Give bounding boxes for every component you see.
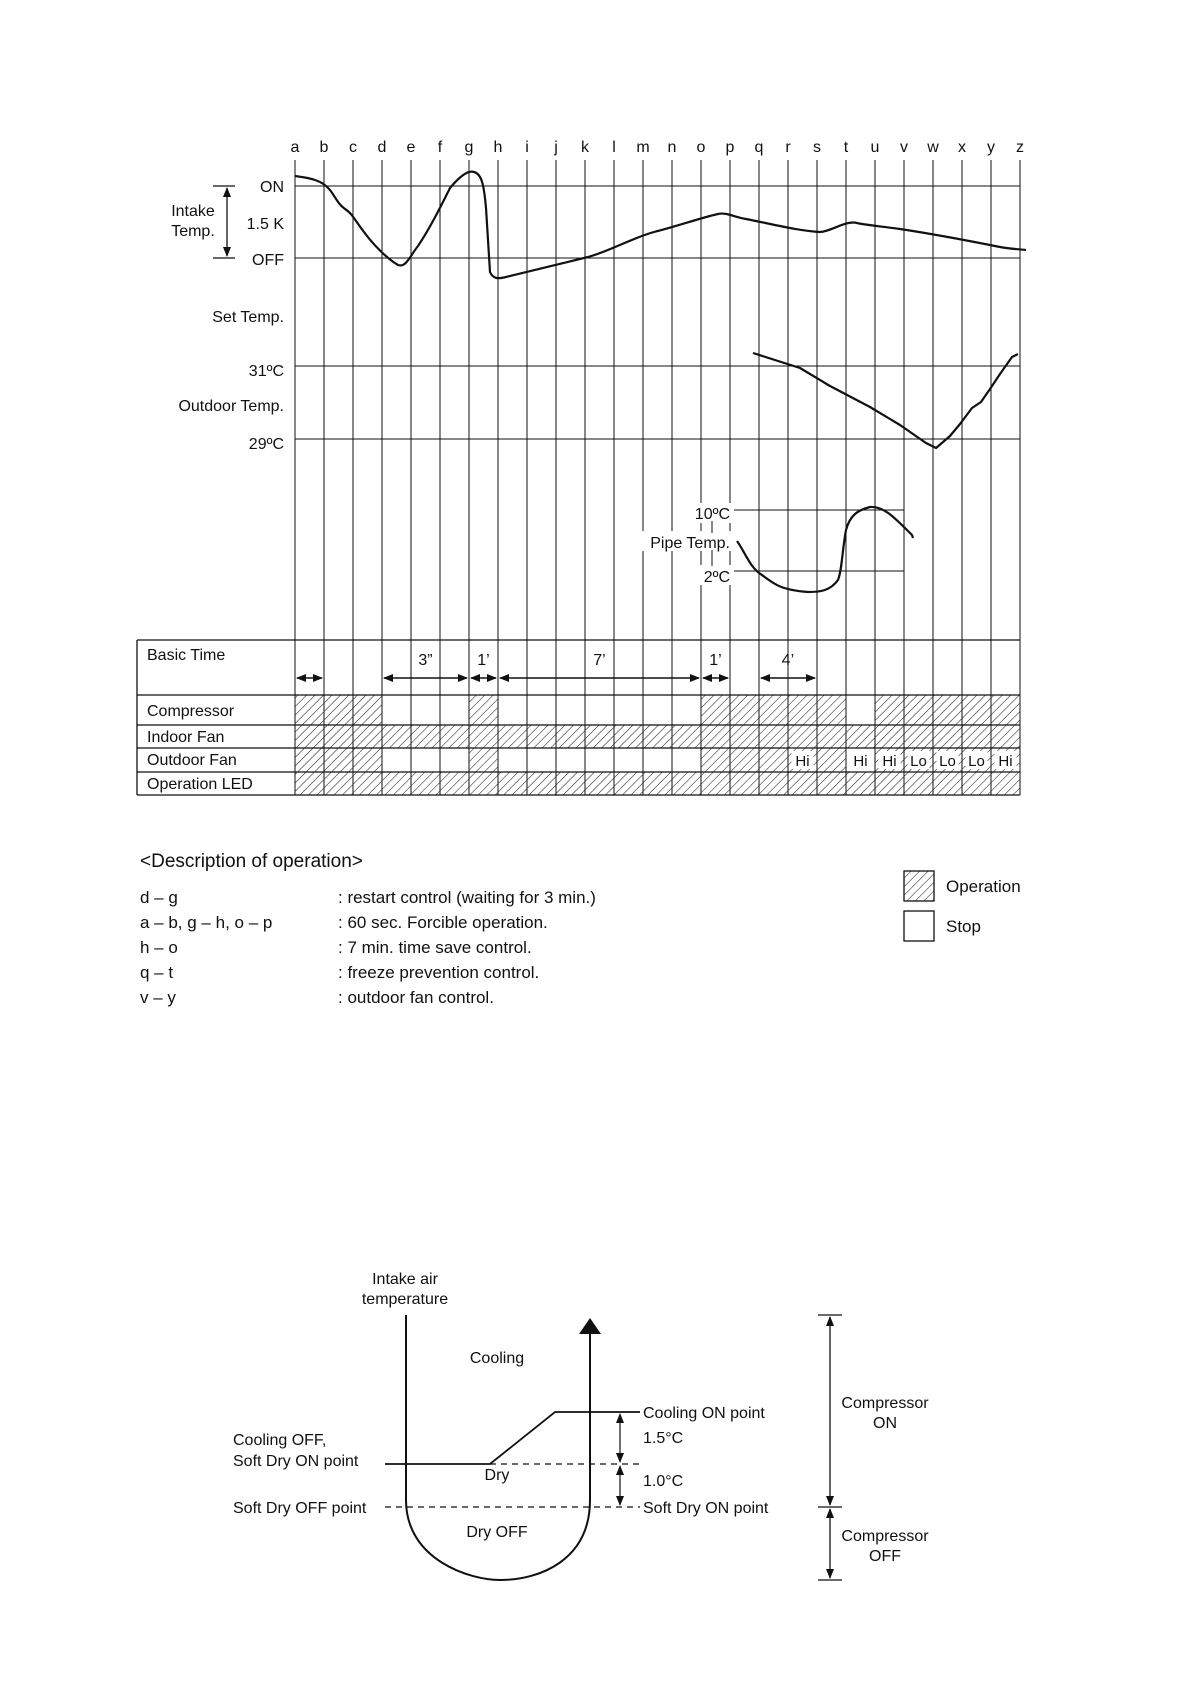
soft-dry-off-point-label: Soft Dry OFF point [233, 1500, 367, 1517]
operation-led-cell-t [846, 772, 875, 795]
indoor-fan-cell-i [527, 725, 556, 748]
column-letter-n: n [667, 139, 677, 156]
soft-dry-diagram [233, 1271, 929, 1580]
pipe-temp-curve [737, 507, 913, 592]
column-letter-e: e [406, 139, 416, 156]
column-letter-k: k [581, 139, 589, 156]
legend-operation-swatch [904, 871, 934, 901]
description-range: h – o [140, 938, 178, 957]
outdoor-fan-cell-b [324, 748, 353, 772]
pipe-temp-upper: 10ºC [694, 506, 730, 523]
operation-led-cell-p [730, 772, 759, 795]
row-label-basic-time: Basic Time [147, 647, 226, 664]
indoor-fan-cell-e [411, 725, 440, 748]
legend-stop-swatch [904, 911, 934, 941]
indoor-fan-cell-h [498, 725, 527, 748]
cooling-off-label-1: Cooling OFF, [233, 1432, 327, 1449]
indoor-fan-cell-v [904, 725, 933, 748]
operation-led-cell-l [614, 772, 643, 795]
description-text: : outdoor fan control. [338, 988, 494, 1007]
intake-on-label: ON [260, 179, 284, 196]
row-label-operation-led: Operation LED [147, 776, 253, 793]
column-letter-i: i [525, 139, 529, 156]
pipe-temp-lower: 2ºC [703, 569, 730, 586]
compressor-cell-p [730, 695, 759, 725]
operation-led-cell-a [295, 772, 324, 795]
indoor-fan-cell-u [875, 725, 904, 748]
cooling-off-label-2: Soft Dry ON point [233, 1453, 359, 1470]
indoor-fan-cell-p [730, 725, 759, 748]
compressor-cell-r [788, 695, 817, 725]
description-range: v – y [140, 988, 176, 1007]
set-temp-label: Set Temp. [212, 309, 284, 326]
dry-axis-label-2: temperature [361, 1291, 449, 1308]
operation-led-cell-j [556, 772, 585, 795]
compressor-off-label-1: Compressor [841, 1528, 929, 1545]
description-range: a – b, g – h, o – p [140, 913, 273, 932]
indoor-fan-cell-d [382, 725, 411, 748]
intake-temp-differential [171, 179, 284, 269]
outdoor-fan-speed-label: Lo [910, 753, 927, 770]
legend-stop-label: Stop [946, 917, 981, 936]
operation-led-cell-h [498, 772, 527, 795]
description-of-operation [140, 851, 596, 1007]
cooling-dry-control-line [385, 1412, 640, 1464]
outdoor-fan-cell-q [759, 748, 788, 772]
outdoor-fan-cell-c [353, 748, 382, 772]
indoor-fan-cell-f [440, 725, 469, 748]
column-letter-o: o [696, 139, 706, 156]
compressor-cell-q [759, 695, 788, 725]
outdoor-temp-upper: 31ºC [248, 363, 284, 380]
operation-led-cell-u [875, 772, 904, 795]
outdoor-temp-lower: 29ºC [248, 436, 284, 453]
column-letter-d: d [377, 139, 387, 156]
temperature-curves [295, 172, 1026, 592]
intake-off-label: OFF [252, 252, 284, 269]
description-text: : 60 sec. Forcible operation. [338, 913, 548, 932]
outdoor-temp-label: Outdoor Temp. [178, 398, 284, 415]
column-letter-h: h [493, 139, 503, 156]
basic-time-label: 1’ [709, 652, 722, 669]
column-letter-a: a [290, 139, 300, 156]
operation-led-cell-y [991, 772, 1020, 795]
compressor-cell-x [962, 695, 991, 725]
diff-lower-label: 1.0°C [643, 1473, 684, 1490]
intake-temp-label-1: Intake [171, 203, 215, 220]
compressor-cell-w [933, 695, 962, 725]
outdoor-fan-cell-a [295, 748, 324, 772]
operation-led-cell-v [904, 772, 933, 795]
outdoor-fan-speed-label: Lo [968, 753, 985, 770]
basic-time-label: 3” [418, 652, 433, 669]
indoor-fan-cell-o [701, 725, 730, 748]
operation-led-cell-n [672, 772, 701, 795]
timing-chart [137, 139, 1026, 795]
column-letter-w: w [927, 139, 939, 156]
column-letter-u: u [870, 139, 880, 156]
dry-axis-label-1: Intake air [372, 1271, 438, 1288]
column-letter-z: z [1016, 139, 1024, 156]
outdoor-fan-speed-label: Lo [939, 753, 956, 770]
column-letter-v: v [900, 139, 908, 156]
compressor-cell-c [353, 695, 382, 725]
compressor-cell-v [904, 695, 933, 725]
indoor-fan-cell-j [556, 725, 585, 748]
compressor-cell-s [817, 695, 846, 725]
indoor-fan-cell-t [846, 725, 875, 748]
operation-led-cell-i [527, 772, 556, 795]
column-letter-s: s [813, 139, 821, 156]
column-letter-b: b [319, 139, 329, 156]
indoor-fan-cell-s [817, 725, 846, 748]
operation-led-cell-x [962, 772, 991, 795]
description-range: d – g [140, 888, 178, 907]
indoor-fan-cell-x [962, 725, 991, 748]
column-letter-r: r [785, 139, 791, 156]
indoor-fan-cell-r [788, 725, 817, 748]
indoor-fan-cell-m [643, 725, 672, 748]
outdoor-temp-curve [753, 353, 1018, 448]
column-letter-m: m [636, 139, 650, 156]
operation-led-cell-f [440, 772, 469, 795]
pipe-temp-label: Pipe Temp. [650, 535, 730, 552]
basic-time-label: 1’ [477, 652, 490, 669]
column-letter-f: f [437, 139, 443, 156]
column-letter-c: c [349, 139, 357, 156]
dry-region-label: Dry [484, 1467, 510, 1484]
outdoor-fan-cell-g [469, 748, 498, 772]
column-letter-q: q [754, 139, 764, 156]
description-text: : freeze prevention control. [338, 963, 540, 982]
legend-operation-label: Operation [946, 877, 1021, 896]
operation-led-cell-w [933, 772, 962, 795]
operation-led-cell-d [382, 772, 411, 795]
intake-differential-label: 1.5 K [246, 216, 284, 233]
compressor-cell-a [295, 695, 324, 725]
operation-led-cell-g [469, 772, 498, 795]
description-list [140, 888, 596, 1007]
compressor-cell-u [875, 695, 904, 725]
column-letter-t: t [843, 139, 849, 156]
description-heading: <Description of operation> [140, 851, 363, 872]
compressor-cell-b [324, 695, 353, 725]
operation-led-cell-q [759, 772, 788, 795]
legend [904, 871, 1021, 941]
outdoor-fan-cell-s [817, 748, 846, 772]
operation-led-cell-k [585, 772, 614, 795]
outdoor-fan-cell-p [730, 748, 759, 772]
column-letter-x: x [958, 139, 966, 156]
description-text: : restart control (waiting for 3 min.) [338, 888, 596, 907]
description-range: q – t [140, 963, 174, 982]
indoor-fan-cell-w [933, 725, 962, 748]
indoor-fan-cell-g [469, 725, 498, 748]
basic-time-label: 4’ [781, 652, 795, 669]
operation-led-cell-c [353, 772, 382, 795]
operation-led-cell-o [701, 772, 730, 795]
indoor-fan-cell-q [759, 725, 788, 748]
indoor-fan-cell-l [614, 725, 643, 748]
operation-led-cell-b [324, 772, 353, 795]
compressor-on-label-2: ON [873, 1415, 897, 1432]
column-letter-y: y [987, 139, 995, 156]
indoor-fan-cell-y [991, 725, 1020, 748]
column-letters [291, 139, 1024, 156]
compressor-cell-g [469, 695, 498, 725]
operation-state-fills [295, 695, 1020, 795]
operation-led-cell-e [411, 772, 440, 795]
row-label-indoor-fan: Indoor Fan [147, 729, 225, 746]
outdoor-fan-speed-label: Hi [853, 753, 868, 770]
cooling-on-point-label: Cooling ON point [643, 1405, 765, 1422]
outdoor-fan-speed-label: Hi [998, 753, 1013, 770]
indoor-fan-cell-k [585, 725, 614, 748]
diff-upper-label: 1.5°C [643, 1430, 684, 1447]
column-letter-g: g [464, 139, 474, 156]
indoor-fan-cell-c [353, 725, 382, 748]
up-arrow-icon [579, 1318, 601, 1334]
row-label-compressor: Compressor [147, 703, 235, 720]
compressor-cell-y [991, 695, 1020, 725]
operation-led-cell-r [788, 772, 817, 795]
column-letter-l: l [612, 139, 616, 156]
column-letter-p: p [725, 139, 735, 156]
column-letter-j: j [554, 139, 558, 156]
outdoor-fan-cell-o [701, 748, 730, 772]
intake-temp-curve [295, 172, 1026, 279]
cooling-region-label: Cooling [469, 1350, 525, 1367]
indoor-fan-cell-n [672, 725, 701, 748]
operation-led-cell-m [643, 772, 672, 795]
basic-time-label: 7’ [593, 652, 606, 669]
compressor-on-label-1: Compressor [841, 1395, 929, 1412]
compressor-off-label-2: OFF [869, 1548, 901, 1565]
row-label-outdoor-fan: Outdoor Fan [147, 752, 237, 769]
outdoor-fan-speed-label: Hi [882, 753, 897, 770]
indoor-fan-cell-a [295, 725, 324, 748]
dry-off-region-label: Dry OFF [466, 1524, 528, 1541]
indoor-fan-cell-b [324, 725, 353, 748]
soft-dry-on-point-label: Soft Dry ON point [643, 1500, 769, 1517]
description-text: : 7 min. time save control. [338, 938, 532, 957]
outdoor-fan-speed-label: Hi [795, 753, 810, 770]
compressor-cell-o [701, 695, 730, 725]
intake-temp-label-2: Temp. [171, 223, 215, 240]
operation-led-cell-s [817, 772, 846, 795]
